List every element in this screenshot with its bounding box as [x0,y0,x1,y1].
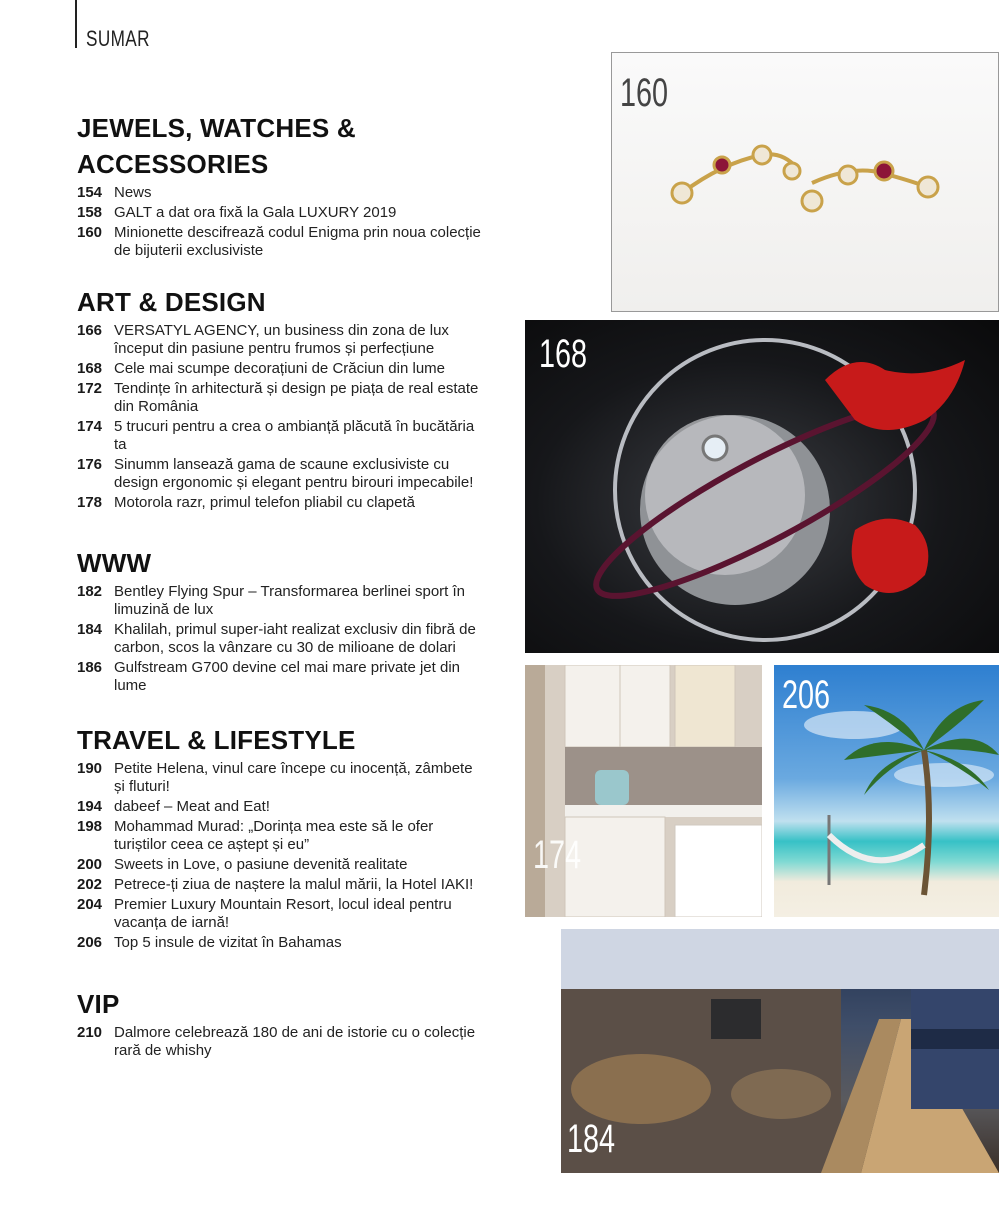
entry-title [114,184,517,202]
entry-title [114,798,517,816]
entry-page-number: 184 [77,621,103,638]
toc-entry [77,204,517,222]
section-title: VIP [77,989,120,1019]
entry-page-number: 154 [77,184,103,201]
section-title: ART & DESIGN [77,287,266,317]
section-art-design [77,284,517,512]
page-number: 206 [782,673,831,717]
toc-entry [77,380,517,416]
section-jewels [77,110,517,260]
toc-entry [77,876,517,894]
section-title: JEWELS, WATCHES & [77,113,356,143]
entry-title-line: News [114,184,152,201]
entry-title [114,896,517,932]
toc-entry [77,360,517,378]
toc-entry [77,418,517,454]
section-title: WWW [77,548,152,578]
entry-title-line: Gulfstream G700 devine cel mai mare private jet din [114,659,460,676]
entry-page-number: 198 [77,818,103,835]
photo-ornament [525,320,999,653]
entry-page-number: 200 [77,856,103,873]
entry-title-line: design ergonomic și elegant pentru birouri impecabile! [114,474,474,491]
entry-page-number: 182 [77,583,103,600]
entry-page-number: 158 [77,204,103,221]
entry-page-number: 174 [77,418,103,435]
ornament-illustration [525,320,999,653]
entry-title-line: Khalilah, primul super-iaht realizat exclusiv din fibră de [114,621,476,638]
entry-page-number: 186 [77,659,103,676]
entry-title-line: Motorola razr, primul telefon pliabil cu clapetă [114,494,415,511]
entry-page-number: 178 [77,494,103,511]
section-label: SUMAR [86,26,150,51]
entry-title-line: lume [114,677,147,694]
photo-beach [774,665,999,917]
entry-title-line: Mohammad Murad: „Dorința mea este să le ofer [114,818,434,835]
entry-title-line: limuzină de lux [114,601,214,618]
entry-title-line: început din pasiune pentru frumos și perfecțiune [114,340,435,357]
entry-title [114,934,517,952]
entry-title-line: VERSATYL AGENCY, un business din zona de lux [114,322,449,339]
toc-entry [77,456,517,492]
photo-earrings [611,52,999,312]
entry-title [114,456,517,492]
entry-title-line: Petite Helena, vinul care începe cu inocență, zâmbete [114,760,473,777]
entry-page-number: 190 [77,760,103,777]
entry-title [114,360,517,378]
photo-kitchen [525,665,762,917]
toc-entry [77,224,517,260]
toc-entry [77,322,517,358]
entry-title [114,659,517,695]
header-rule [75,0,77,48]
toc-entry [77,583,517,619]
toc-entry [77,798,517,816]
toc-entry [77,184,517,202]
entry-title [114,876,517,894]
yacht-illustration [561,929,999,1173]
entry-title-line: Sweets in Love, o pasiune devenită realitate [114,856,408,873]
toc-entry [77,659,517,695]
section-title: TRAVEL & LIFESTYLE [77,725,356,755]
entry-title-line: Minionette descifrează codul Enigma prin noua colecție [114,224,481,241]
toc-entry [77,1024,517,1060]
photo-yacht [561,929,999,1173]
entry-page-number: 202 [77,876,103,893]
section-vip [77,986,517,1060]
entry-page-number: 168 [77,360,103,377]
entry-title-line: Sinumm lansează gama de scaune exclusiviste cu [114,456,450,473]
entry-title-line: Bentley Flying Spur – Transformarea berlinei sport în [114,583,465,600]
toc-entry [77,760,517,796]
entry-title-line: ta [114,436,127,453]
toc-entry [77,621,517,657]
entry-title-line: rară de whishy [114,1042,212,1059]
entry-title-line: carbon, scos la vânzare cu 30 de milioane de dolari [114,639,456,656]
page-number: 174 [533,833,582,877]
entry-page-number: 172 [77,380,103,397]
entry-title-line: Cele mai scumpe decorațiuni de Crăciun din lume [114,360,445,377]
entry-title [114,224,517,260]
toc-entry [77,934,517,952]
entry-title [114,583,517,619]
entry-title-line: Top 5 insule de vizitat în Bahamas [114,934,342,951]
entry-page-number: 166 [77,322,103,339]
entry-title [114,818,517,854]
entry-page-number: 206 [77,934,103,951]
entry-title-line: de bijuterii exclusiviste [114,242,264,259]
entry-title [114,204,517,222]
entry-title-line: Dalmore celebrează 180 de ani de istorie cu o colecție [114,1024,476,1041]
entry-title-line: 5 trucuri pentru a crea o ambianță plăcută în bucătăria [114,418,475,435]
entry-page-number: 204 [77,896,103,913]
toc-entry [77,818,517,854]
entry-title [114,380,517,416]
entry-title [114,418,517,454]
entry-page-number: 210 [77,1024,103,1041]
page-number: 160 [620,71,669,115]
entry-title [114,1024,517,1060]
entry-title [114,322,517,358]
entry-title [114,760,517,796]
entry-title-line: și fluturi! [114,778,170,795]
entry-title [114,856,517,874]
entry-title-line: Petrece-ți ziua de naștere la malul mării, la Hotel IAKI! [114,876,474,893]
entry-title-line: Tendințe în arhitectură și design pe piața de real estate [114,380,479,397]
page-number: 184 [567,1117,616,1161]
toc-entry [77,856,517,874]
entry-title-line: din România [114,398,199,415]
page-number: 168 [539,332,588,376]
entry-title-line: GALT a dat ora fixă la Gala LUXURY 2019 [114,204,397,221]
earrings-illustration [612,53,999,312]
entry-title-line: dabeef – Meat and Eat! [114,798,270,815]
section-title-line2: ACCESSORIES [77,149,269,179]
section-www [77,545,517,695]
entry-page-number: 194 [77,798,103,815]
kitchen-illustration [525,665,762,917]
toc-entry [77,896,517,932]
entry-page-number: 160 [77,224,103,241]
entry-title [114,494,517,512]
entry-title [114,621,517,657]
entry-page-number: 176 [77,456,103,473]
section-travel-lifestyle [77,722,517,952]
entry-title-line: vacanța de iarnă! [114,914,230,931]
entry-title-line: Premier Luxury Mountain Resort, locul ideal pentru [114,896,452,913]
entry-title-line: turiștilor ceea ce aștept și eu” [114,836,310,853]
toc-entry [77,494,517,512]
